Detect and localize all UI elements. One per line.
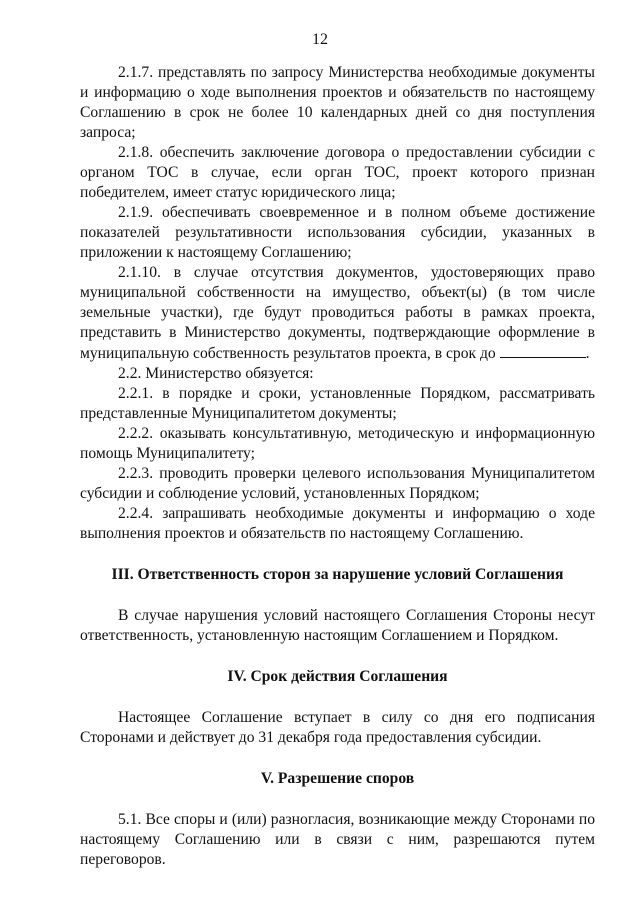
spacer bbox=[80, 687, 595, 708]
clause-number: 2.1.7. bbox=[118, 64, 154, 81]
spacer bbox=[80, 748, 595, 769]
section-5-heading: V. Разрешение споров bbox=[260, 770, 415, 787]
clause-2-2-4 bbox=[80, 504, 595, 544]
clause-2-1-9 bbox=[80, 203, 595, 263]
spacer bbox=[80, 544, 595, 565]
clause-number: 2.1.8. bbox=[118, 144, 154, 161]
spacer bbox=[80, 585, 595, 606]
clause-number: 2.2. bbox=[118, 365, 142, 382]
clause-2-2-2 bbox=[80, 424, 595, 464]
clause-number: 2.2.1. bbox=[118, 385, 154, 402]
spacer bbox=[80, 789, 595, 810]
clause-number: 2.1.10. bbox=[118, 264, 161, 281]
clause-2-2-1 bbox=[80, 384, 595, 424]
date-blank-line bbox=[500, 343, 586, 358]
clause-number: 2.1.9. bbox=[118, 204, 154, 221]
clause-2-1-10 bbox=[80, 263, 595, 364]
clause-5-1 bbox=[80, 810, 595, 870]
clause-text: запрашивать необходимые документы и информацию о ходе выполнения проектов и обязательств по настоящему Соглашению. bbox=[80, 505, 596, 542]
clause-number: 5.1. bbox=[118, 811, 142, 828]
clause-text: Министерство обязуется: bbox=[145, 365, 314, 382]
clause-tail: . bbox=[585, 345, 590, 362]
document-body bbox=[80, 63, 595, 870]
clause-number: 2.2.2. bbox=[118, 425, 154, 442]
clause-text: в случае отсутствия документов, удостоверяющих право муниципальной собственности на имущество, объект(ы) (в том числе земельные участки), где будут проводиться работы в рамках проекта, представить в Министерство документы, подтверждающие оформление в муниципальную собственность результатов проекта, в срок до bbox=[80, 264, 595, 362]
clause-text: представлять по запросу Министерства необходимые документы и информацию о ходе выполнения проектов и обязательств по настоящему Соглашению в срок не более 10 календарных дней со дня поступления запроса; bbox=[80, 64, 595, 141]
section-3-text: В случае нарушения условий настоящего Соглашения Стороны несут ответственность, установленную настоящим Соглашением и Порядком. bbox=[80, 607, 595, 644]
section-4-text: Настоящее Соглашение вступает в силу со дня его подписания Сторонами и действует до 31 декабря года предоставления субсидии. bbox=[80, 709, 595, 746]
clause-text: в порядке и сроки, установленные Порядком, рассматривать представленные Муниципалитетом документы; bbox=[80, 385, 595, 422]
clause-2-1-7 bbox=[80, 63, 595, 143]
clause-text: Все споры и (или) разногласия, возникающие между Сторонами по настоящему Соглашению или в связи с ним, разрешаются путем переговоров. bbox=[80, 811, 595, 868]
page-number: 12 bbox=[312, 31, 328, 48]
clause-text: оказывать консультативную, методическую и информационную помощь Муниципалитету; bbox=[80, 425, 595, 462]
clause-number: 2.2.4. bbox=[118, 505, 154, 522]
section-3-heading: III. Ответственность сторон за нарушение условий Соглашения bbox=[111, 566, 564, 583]
clause-number: 2.2.3. bbox=[118, 465, 154, 482]
clause-2-1-8 bbox=[80, 143, 595, 203]
section-4-heading: IV. Срок действия Соглашения bbox=[227, 668, 448, 685]
clause-text: обеспечивать своевременное и в полном объеме достижение показателей результативности использования субсидии, указанных в приложении к настоящему Соглашению; bbox=[80, 204, 595, 261]
clause-text: обеспечить заключение договора о предоставлении субсидии с органом ТОС в случае, если орган ТОС, проект которого признан победителем, имеет статус юридического лица; bbox=[80, 144, 595, 201]
clause-2-2 bbox=[80, 364, 595, 384]
clause-text: проводить проверки целевого использования Муниципалитетом субсидии и соблюдение условий, установленных Порядком; bbox=[80, 465, 595, 502]
clause-2-2-3 bbox=[80, 464, 595, 504]
spacer bbox=[80, 646, 595, 667]
